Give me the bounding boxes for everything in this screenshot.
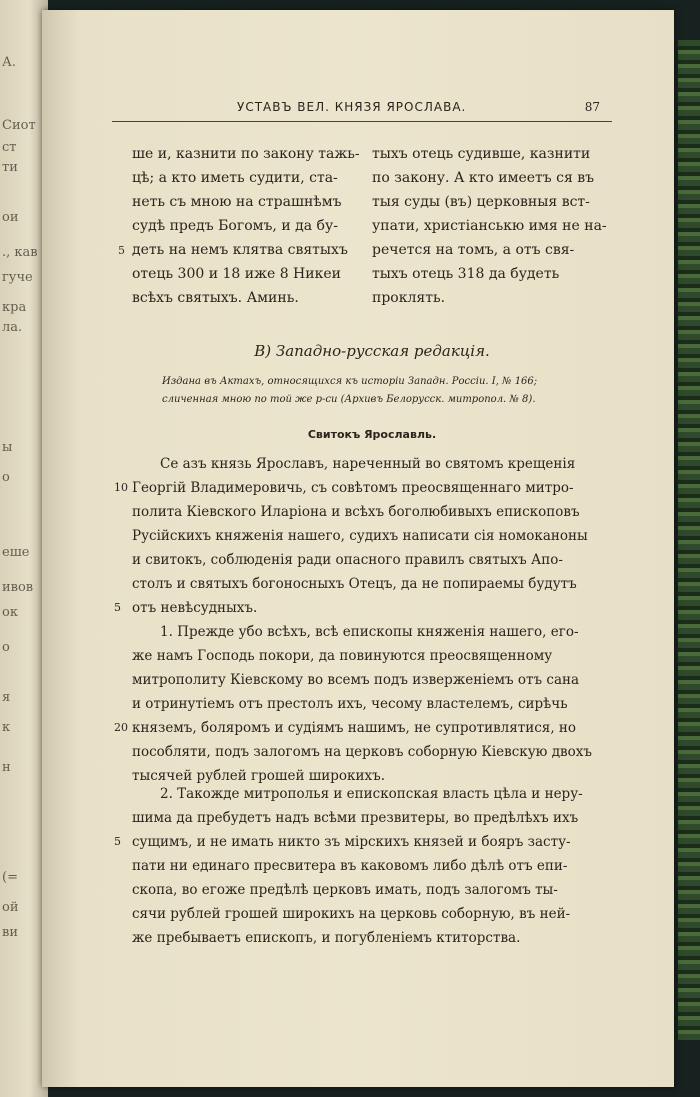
document-subtitle: Свитокъ Ярославль. <box>307 428 437 441</box>
text-line-content: Георгій Владимеровичь, съ совѣтомъ преосвященнаго митро- <box>132 480 574 496</box>
line-number: 5 <box>118 244 125 257</box>
text-line <box>114 716 612 740</box>
text-line: скопа, во егоже предѣлѣ церковъ имать, подъ залогомъ ты- <box>132 882 558 898</box>
line-number: 10 <box>114 481 128 494</box>
facing-left-page <box>0 0 48 1097</box>
left-page-text-fragment: еше <box>2 545 30 560</box>
left-page-text-fragment: кра <box>2 300 27 315</box>
line-number: 20 <box>114 721 128 734</box>
section-heading: В) Западно-русская редакція. <box>254 342 490 360</box>
right-column <box>372 142 607 310</box>
text-line: неть съ мною на страшнѣмъ <box>132 194 342 210</box>
text-line-content: княземъ, боляромъ и судіямъ нашимъ, не супротивлятися, но <box>132 720 577 736</box>
text-line: же пребываетъ епископъ, и погубленіемъ ктиторства. <box>132 930 521 946</box>
left-page-text-fragment: гуче <box>2 270 33 285</box>
left-page-text-fragment: ои <box>2 210 19 225</box>
source-note <box>162 373 582 409</box>
left-page-text-fragment: ла. <box>2 320 23 335</box>
text-line: Се азъ князь Ярославъ, нареченный во святомъ крещенія <box>160 456 576 472</box>
left-page-text-fragment: ., кав <box>2 245 38 260</box>
left-page-text-fragment: ви <box>2 925 18 940</box>
text-line <box>114 830 612 854</box>
left-page-text-fragment: ой <box>2 900 19 915</box>
text-line: столъ и святыхъ богоносныхъ Отецъ, да не попираемы будутъ <box>132 576 577 592</box>
text-line: 2. Такожде митрополья и епископская власть цѣла и неру- <box>160 786 583 802</box>
text-line: тыя суды (въ) церковныя вст- <box>372 194 590 210</box>
source-note-line: сличенная мною по той же р-си (Архивъ Белорусск. митропол. № 8). <box>162 394 536 405</box>
left-page-text-fragment: я <box>2 690 11 705</box>
text-line: проклять. <box>372 290 446 306</box>
left-page-text-fragment: к <box>2 720 11 735</box>
text-line: полита Кіевского Иларіона и всѣхъ боголюбивыхъ епископовъ <box>132 504 580 520</box>
text-line: 1. Прежде убо всѣхъ, всѣ епископы княженія нашего, его- <box>160 624 579 640</box>
text-line: пособляти, подъ залогомъ на церковъ соборную Кіевскую двохъ <box>132 744 592 760</box>
book-page <box>42 10 674 1087</box>
left-page-text-fragment: Сиот <box>2 118 36 133</box>
text-line: тысячей рублей грошей широкихъ. <box>132 768 385 784</box>
text-line: Русійскихъ княженія нашего, судихъ написати сія номоканоны <box>132 528 588 544</box>
left-page-text-fragment: о <box>2 470 10 485</box>
text-line: шима да пребудетъ надъ всѣми презвитеры, во предѣлѣхъ ихъ <box>132 810 579 826</box>
left-page-text-fragment: ивов <box>2 580 34 595</box>
page-number: 87 <box>584 100 600 114</box>
left-page-text-fragment: А. <box>2 55 16 70</box>
running-head <box>112 95 612 122</box>
left-page-text-fragment: о <box>2 640 10 655</box>
text-line <box>118 238 348 262</box>
text-line <box>114 596 612 620</box>
text-line: речется на томъ, а отъ свя- <box>372 242 575 258</box>
text-line: митрополиту Кіевскому во всемъ подъ изверженіемъ отъ сана <box>132 672 580 688</box>
left-column <box>118 142 360 310</box>
left-page-text-fragment: ти <box>2 160 18 175</box>
line-number: 5 <box>114 601 121 614</box>
text-line: тыхъ отець 318 да будеть <box>372 266 560 282</box>
text-line: всѣхъ святыхъ. Аминь. <box>132 290 299 306</box>
text-line <box>114 476 612 500</box>
text-line: и свитокъ, соблюденія ради опасного правилъ святыхъ Апо- <box>132 552 563 568</box>
text-line: по закону. А кто имеетъ ся въ <box>372 170 595 186</box>
text-line: ше и, казнити по закону тажь- <box>132 146 360 162</box>
left-page-text-fragment: ок <box>2 605 18 620</box>
text-line: сячи рублей грошей широкихъ на церковь соборную, въ ней- <box>132 906 571 922</box>
text-line: судѣ предъ Богомъ, и да бу- <box>132 218 338 234</box>
text-line: цѣ; а кто иметь судити, ста- <box>132 170 338 186</box>
source-note-line: Издана въ Актахъ, относящихся къ исторіи Западн. Россіи. I, № 166; <box>162 376 538 387</box>
text-line: пати ни единаго пресвитера въ каковомъ либо дѣлѣ отъ епи- <box>132 858 568 874</box>
text-line: и отринутіемъ отъ престолъ ихъ, чесому властелемъ, сирѣчь <box>132 696 568 712</box>
left-page-text-fragment: ы <box>2 440 13 455</box>
paragraph-2 <box>114 782 612 950</box>
text-line: же намъ Господь покори, да повинуются преосвященному <box>132 648 553 664</box>
text-line-content: деть на немъ клятва святыхъ <box>132 242 348 258</box>
text-line: тыхъ отець судивше, казнити <box>372 146 591 162</box>
paragraph-intro <box>114 452 612 620</box>
paragraph-1 <box>114 620 612 788</box>
text-line-content: сущимъ, и не имать никто зъ мірскихъ князей и бояръ засту- <box>132 834 571 850</box>
line-number: 5 <box>114 835 121 848</box>
text-line-content: отъ невѣсудныхъ. <box>132 600 258 616</box>
text-line: отець 300 и 18 иже 8 Никеи <box>132 266 341 282</box>
book-edge-binding <box>678 40 700 1040</box>
text-line: упати, христіанськю имя не на- <box>372 218 607 234</box>
left-page-text-fragment: н <box>2 760 11 775</box>
left-page-text-fragment: (= <box>2 870 18 885</box>
running-head-title: УСТАВЪ ВЕЛ. КНЯЗЯ ЯРОСЛАВА. <box>237 100 467 114</box>
left-page-text-fragment: ст <box>2 140 17 155</box>
